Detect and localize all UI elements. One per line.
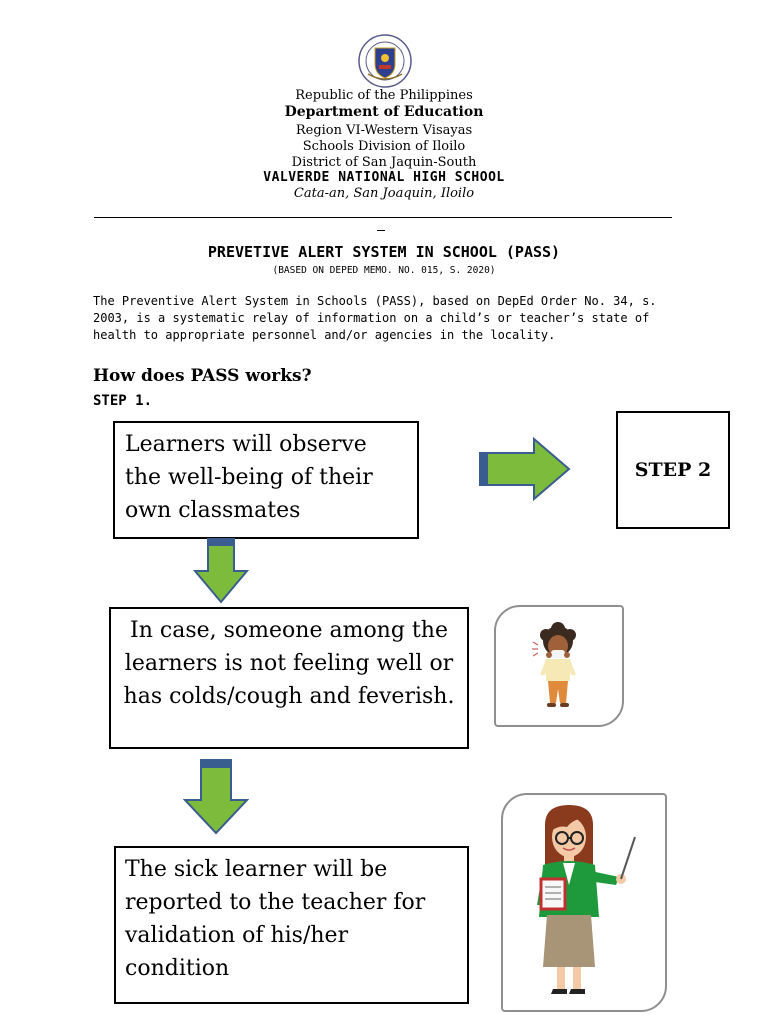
letterhead-division: Schools Division of Iloilo xyxy=(302,139,466,154)
letterhead-region: Region VI-Western Visayas xyxy=(295,123,473,138)
letterhead-divider xyxy=(94,217,672,218)
document-title: PREVETIVE ALERT SYSTEM IN SCHOOL (PASS) xyxy=(207,243,561,261)
step2-label: STEP 2 xyxy=(634,459,712,481)
sick-learner-card xyxy=(494,605,624,727)
letterhead-republic: Republic of the Philippines xyxy=(295,88,473,103)
flow-box-step2 xyxy=(616,411,730,529)
letterhead-address: Cata-an, San Joaquin, Iloilo xyxy=(293,186,475,201)
document-subtitle: (BASED ON DEPED MEMO. NO. 015, S. 2020) xyxy=(272,265,496,276)
flow-box-not-feeling-well: In case, someone among the learners is not feeling well or has colds/cough and feverish. xyxy=(109,607,469,749)
down-arrow-icon xyxy=(183,758,249,836)
dash-mark xyxy=(377,230,385,231)
step1-label: STEP 1. xyxy=(93,393,153,409)
letterhead-department: Department of Education xyxy=(284,104,484,120)
flow-box-report-teacher: The sick learner will be reported to the teacher for validation of his/her condition xyxy=(114,846,469,1004)
deped-seal-icon xyxy=(358,34,412,88)
how-heading: How does PASS works? xyxy=(93,366,312,386)
intro-paragraph: The Preventive Alert System in Schools (PASS), based on DepEd Order No. 34, s. 2003, is a systematic relay of information on a child’s or teacher’s state of health to appropriate personnel and/or agencies in the locality. xyxy=(93,294,657,342)
teacher-card xyxy=(501,793,667,1012)
down-arrow-icon xyxy=(193,537,249,605)
letterhead-district: District of San Jaquin-South xyxy=(291,155,477,170)
right-arrow-icon xyxy=(478,437,572,501)
flow-box-observe: Learners will observe the well-being of their own classmates xyxy=(113,421,419,539)
sick-learner-icon xyxy=(496,607,622,725)
letterhead-school-name: VALVERDE NATIONAL HIGH SCHOOL xyxy=(263,170,505,185)
teacher-icon xyxy=(503,795,665,1010)
